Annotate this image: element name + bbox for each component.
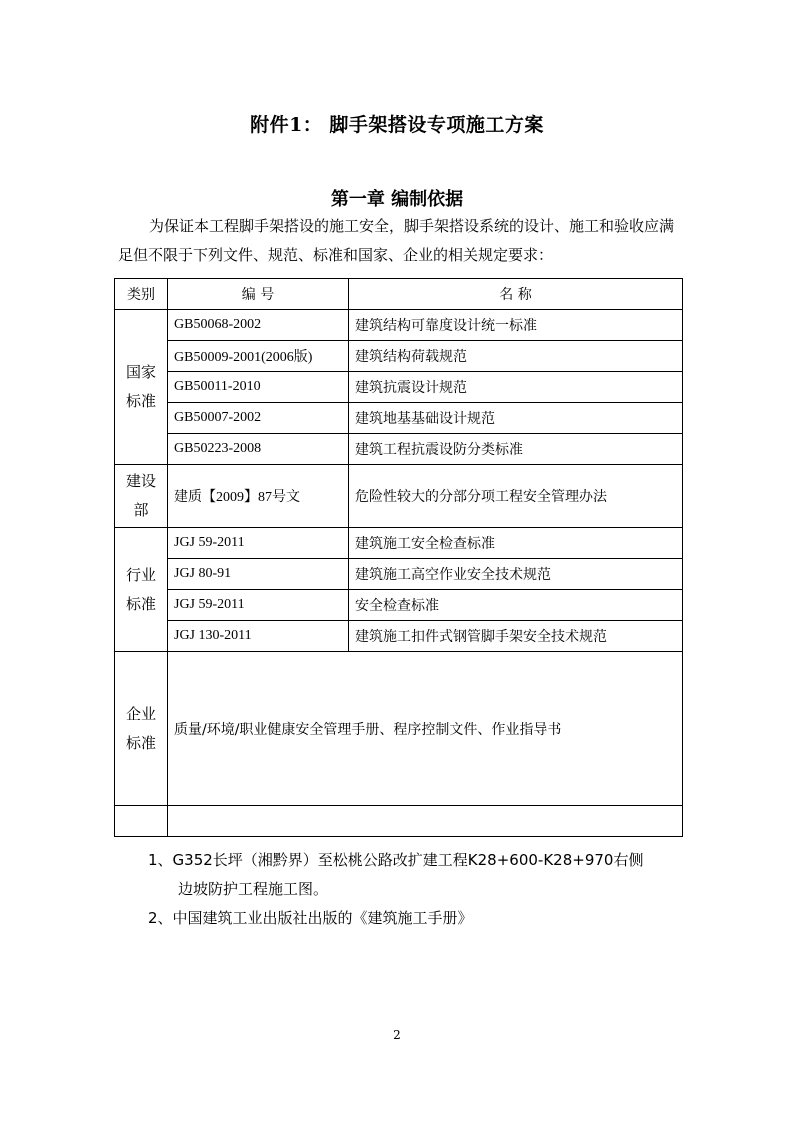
table-row xyxy=(115,403,683,434)
standard-name: 建筑施工扣件式钢管脚手架安全技术规范 xyxy=(349,621,683,652)
standard-name: 建筑施工安全检查标准 xyxy=(349,528,683,559)
standard-name: 建筑工程抗震设防分类标准 xyxy=(349,434,683,465)
header-category: 类别 xyxy=(115,279,168,310)
category-ministry: 建设 部 xyxy=(115,465,168,528)
standard-code: JGJ 130-2011 xyxy=(168,621,349,652)
standard-code: JGJ 80-91 xyxy=(168,559,349,590)
table-row xyxy=(115,341,683,372)
table-row xyxy=(115,434,683,465)
standard-name: 建筑结构可靠度设计统一标准 xyxy=(349,310,683,341)
table-header-row xyxy=(115,279,683,310)
enterprise-standards-text: 质量/环境/职业健康安全管理手册、程序控制文件、作业指导书 xyxy=(168,652,683,806)
standard-code: GB50223-2008 xyxy=(168,434,349,465)
header-name: 名 称 xyxy=(349,279,683,310)
document-title: 附件1： 脚手架搭设专项施工方案 xyxy=(250,114,544,136)
standard-name: 建筑地基基础设计规范 xyxy=(349,403,683,434)
standard-name: 建筑施工高空作业安全技术规范 xyxy=(349,559,683,590)
header-code: 编 号 xyxy=(168,279,349,310)
standard-name: 危险性较大的分部分项工程安全管理办法 xyxy=(349,465,683,528)
table-row xyxy=(115,528,683,559)
intro-paragraph: 为保证本工程脚手架搭设的施工安全，脚手架搭设系统的设计、施工和验收应满足但不限于下列文件、规范、标准和国家、企业的相关规定要求： xyxy=(118,217,675,264)
standard-code: GB50009-2001(2006版) xyxy=(168,341,349,372)
table-row xyxy=(115,621,683,652)
table-row xyxy=(115,372,683,403)
table-row xyxy=(115,652,683,806)
standard-name: 建筑结构荷载规范 xyxy=(349,341,683,372)
reference-line: 边坡防护工程施工图。 xyxy=(178,880,329,898)
reference-line: 1、G352长坪（湘黔界）至松桃公路改扩建工程K28+600-K28+970右侧 xyxy=(148,851,644,869)
empty-cell xyxy=(115,806,168,837)
category-industry: 行业 标准 xyxy=(115,528,168,652)
references-list xyxy=(148,846,688,933)
reference-item xyxy=(148,846,688,904)
table-row xyxy=(115,590,683,621)
reference-item: 2、中国建筑工业出版社出版的《建筑施工手册》 xyxy=(148,909,473,927)
standards-table xyxy=(114,278,683,837)
table-row xyxy=(115,465,683,528)
standard-name: 安全检查标准 xyxy=(349,590,683,621)
page-number: 2 xyxy=(393,1028,401,1042)
category-enterprise: 企业 标准 xyxy=(115,652,168,806)
standard-name: 建筑抗震设计规范 xyxy=(349,372,683,403)
standard-code: GB50068-2002 xyxy=(168,310,349,341)
empty-cell xyxy=(168,806,683,837)
standard-code: JGJ 59-2011 xyxy=(168,528,349,559)
table-row xyxy=(115,559,683,590)
standard-code: JGJ 59-2011 xyxy=(168,590,349,621)
standard-code: GB50011-2010 xyxy=(168,372,349,403)
table-row xyxy=(115,310,683,341)
category-national: 国家 标准 xyxy=(115,310,168,465)
chapter-title: 第一章 编制依据 xyxy=(330,189,464,210)
standard-code: GB50007-2002 xyxy=(168,403,349,434)
standard-code: 建质【2009】87号文 xyxy=(168,465,349,528)
table-row-empty xyxy=(115,806,683,837)
